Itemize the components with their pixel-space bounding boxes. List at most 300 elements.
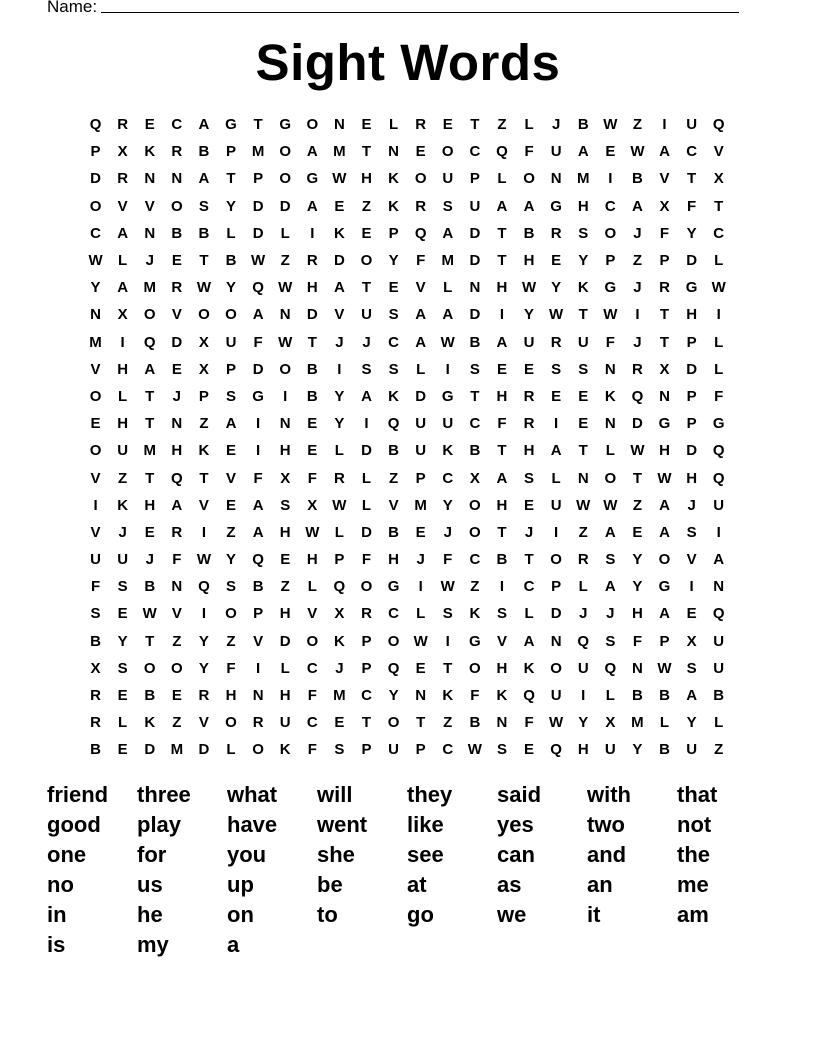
grid-letter[interactable]: D <box>90 170 101 188</box>
grid-letter[interactable]: Z <box>632 252 642 270</box>
grid-letter[interactable]: E <box>551 252 562 270</box>
grid-letter[interactable]: Z <box>172 632 182 650</box>
grid-letter[interactable]: T <box>199 252 209 270</box>
grid-letter[interactable]: P <box>226 360 237 378</box>
grid-letter[interactable]: L <box>388 116 399 134</box>
grid-letter[interactable]: O <box>387 714 400 732</box>
grid-letter[interactable]: B <box>225 252 237 270</box>
grid-letter[interactable]: N <box>415 687 427 705</box>
grid-letter[interactable]: I <box>554 523 559 541</box>
grid-letter[interactable]: K <box>144 714 156 732</box>
grid-letter[interactable]: P <box>334 551 345 569</box>
grid-letter[interactable]: H <box>306 551 318 569</box>
grid-letter[interactable]: E <box>280 551 291 569</box>
grid-letter[interactable]: L <box>118 387 128 405</box>
grid-letter[interactable]: F <box>307 469 317 487</box>
grid-letter[interactable]: P <box>253 170 264 188</box>
grid-letter[interactable]: D <box>469 252 481 270</box>
grid-letter[interactable]: T <box>307 333 317 351</box>
grid-letter[interactable]: G <box>604 279 617 297</box>
grid-letter[interactable]: T <box>497 442 507 460</box>
grid-letter[interactable]: C <box>388 605 399 623</box>
grid-letter[interactable]: Z <box>578 523 588 541</box>
grid-letter[interactable]: B <box>388 442 399 460</box>
grid-letter[interactable]: A <box>306 197 318 215</box>
grid-letter[interactable]: F <box>497 415 507 433</box>
grid-letter[interactable]: X <box>280 469 291 487</box>
grid-letter[interactable]: N <box>632 659 643 677</box>
grid-letter[interactable]: U <box>225 333 237 351</box>
grid-letter[interactable]: R <box>90 687 101 705</box>
grid-letter[interactable]: J <box>416 551 425 569</box>
grid-letter[interactable]: G <box>658 578 671 596</box>
grid-letter[interactable]: W <box>711 279 726 297</box>
grid-letter[interactable]: H <box>496 496 508 514</box>
grid-letter[interactable]: K <box>442 442 454 460</box>
grid-letter[interactable]: A <box>252 523 264 541</box>
grid-letter[interactable]: X <box>90 659 101 677</box>
grid-letter[interactable]: L <box>416 605 426 623</box>
grid-letter[interactable]: I <box>635 306 640 324</box>
grid-letter[interactable]: I <box>554 415 559 433</box>
grid-letter[interactable]: B <box>388 523 399 541</box>
grid-letter[interactable]: Z <box>470 578 480 596</box>
grid-letter[interactable]: Y <box>198 632 209 650</box>
grid-letter[interactable]: I <box>201 605 206 623</box>
grid-letter[interactable]: W <box>332 496 347 514</box>
grid-letter[interactable]: F <box>226 659 236 677</box>
grid-letter[interactable]: I <box>201 523 206 541</box>
grid-letter[interactable]: A <box>604 523 616 541</box>
grid-letter[interactable]: U <box>550 687 562 705</box>
grid-letter[interactable]: T <box>470 387 480 405</box>
grid-letter[interactable]: L <box>714 333 724 351</box>
grid-letter[interactable]: X <box>117 143 128 161</box>
grid-letter[interactable]: U <box>686 741 698 759</box>
grid-letter[interactable]: O <box>252 741 264 759</box>
grid-letter[interactable]: O <box>225 714 237 732</box>
grid-letter[interactable]: S <box>226 578 237 596</box>
grid-letter[interactable]: K <box>144 143 156 161</box>
grid-letter[interactable]: L <box>443 279 453 297</box>
grid-letter[interactable]: S <box>686 523 697 541</box>
grid-letter[interactable]: Q <box>198 578 210 596</box>
grid-letter[interactable]: C <box>713 224 725 242</box>
grid-letter[interactable]: O <box>198 306 210 324</box>
grid-letter[interactable]: W <box>603 116 618 134</box>
grid-letter[interactable]: D <box>252 197 264 215</box>
grid-letter[interactable]: N <box>659 387 670 405</box>
grid-letter[interactable]: E <box>605 143 616 161</box>
grid-letter[interactable]: S <box>388 306 399 324</box>
grid-letter[interactable]: A <box>550 442 562 460</box>
grid-letter[interactable]: P <box>686 387 697 405</box>
grid-letter[interactable]: J <box>606 605 615 623</box>
grid-letter[interactable]: V <box>388 496 399 514</box>
grid-letter[interactable]: H <box>117 360 129 378</box>
grid-letter[interactable]: O <box>306 116 319 134</box>
grid-letter[interactable]: Y <box>686 224 697 242</box>
grid-letter[interactable]: Y <box>90 279 101 297</box>
grid-letter[interactable]: T <box>253 116 263 134</box>
grid-letter[interactable]: O <box>143 306 156 324</box>
grid-letter[interactable]: D <box>306 306 318 324</box>
grid-letter[interactable]: T <box>497 252 507 270</box>
grid-letter[interactable]: B <box>252 578 264 596</box>
grid-letter[interactable]: A <box>659 496 670 514</box>
grid-letter[interactable]: J <box>633 333 642 351</box>
grid-letter[interactable]: B <box>469 442 481 460</box>
grid-letter[interactable]: W <box>440 578 455 596</box>
grid-letter[interactable]: N <box>496 714 508 732</box>
grid-letter[interactable]: L <box>714 714 724 732</box>
grid-letter[interactable]: Y <box>334 387 345 405</box>
grid-letter[interactable]: Y <box>388 252 399 270</box>
grid-letter[interactable]: S <box>442 197 453 215</box>
grid-letter[interactable]: U <box>117 551 129 569</box>
grid-letter[interactable]: J <box>524 523 534 541</box>
grid-letter[interactable]: Z <box>280 578 290 596</box>
grid-letter[interactable]: L <box>524 605 534 623</box>
grid-letter[interactable]: Q <box>712 605 725 623</box>
grid-letter[interactable]: T <box>226 170 236 188</box>
grid-letter[interactable]: G <box>252 387 264 405</box>
grid-letter[interactable]: D <box>279 197 291 215</box>
grid-letter[interactable]: R <box>171 279 183 297</box>
grid-letter[interactable]: E <box>578 415 589 433</box>
grid-letter[interactable]: U <box>442 170 454 188</box>
grid-letter[interactable]: A <box>442 306 454 324</box>
grid-letter[interactable]: F <box>307 741 317 759</box>
grid-letter[interactable]: E <box>334 197 345 215</box>
grid-letter[interactable]: X <box>334 605 345 623</box>
grid-letter[interactable]: W <box>278 279 293 297</box>
grid-letter[interactable]: F <box>172 551 182 569</box>
grid-letter[interactable]: G <box>279 116 292 134</box>
grid-letter[interactable]: Q <box>414 224 427 242</box>
grid-letter[interactable]: T <box>578 306 588 324</box>
grid-letter[interactable]: J <box>362 333 371 351</box>
grid-letter[interactable]: M <box>631 714 644 732</box>
grid-letter[interactable]: I <box>93 496 98 514</box>
grid-letter[interactable]: D <box>686 252 698 270</box>
grid-letter[interactable]: A <box>117 279 129 297</box>
grid-letter[interactable]: P <box>361 632 372 650</box>
grid-letter[interactable]: J <box>551 116 561 134</box>
grid-letter[interactable]: Z <box>118 469 128 487</box>
grid-letter[interactable]: B <box>90 632 101 650</box>
grid-letter[interactable]: G <box>658 415 671 433</box>
grid-letter[interactable]: P <box>90 143 101 161</box>
grid-letter[interactable]: R <box>333 469 345 487</box>
grid-letter[interactable]: I <box>418 578 423 596</box>
grid-letter[interactable]: Y <box>226 197 237 215</box>
grid-letter[interactable]: X <box>469 469 480 487</box>
grid-letter[interactable]: R <box>550 224 562 242</box>
grid-letter[interactable]: V <box>90 523 101 541</box>
grid-letter[interactable]: Y <box>524 306 535 324</box>
grid-letter[interactable]: T <box>714 197 724 215</box>
grid-letter[interactable]: O <box>387 632 400 650</box>
grid-letter[interactable]: A <box>604 578 616 596</box>
grid-letter[interactable]: T <box>361 279 372 297</box>
grid-letter[interactable]: E <box>524 496 535 514</box>
grid-letter[interactable]: S <box>578 224 589 242</box>
grid-letter[interactable]: Z <box>443 714 453 732</box>
grid-letter[interactable]: Y <box>334 415 345 433</box>
grid-letter[interactable]: F <box>90 578 101 596</box>
grid-letter[interactable]: B <box>469 714 481 732</box>
grid-letter[interactable]: R <box>523 415 535 433</box>
grid-letter[interactable]: D <box>361 523 372 541</box>
grid-letter[interactable]: T <box>443 659 453 677</box>
grid-letter[interactable]: K <box>577 279 589 297</box>
grid-letter[interactable]: T <box>470 116 480 134</box>
grid-letter[interactable]: T <box>145 469 155 487</box>
grid-letter[interactable]: B <box>659 741 670 759</box>
grid-letter[interactable]: T <box>687 170 697 188</box>
grid-letter[interactable]: I <box>256 415 261 433</box>
grid-letter[interactable]: F <box>416 252 426 270</box>
grid-letter[interactable]: S <box>496 605 507 623</box>
grid-letter[interactable]: E <box>117 687 128 705</box>
grid-letter[interactable]: B <box>632 687 643 705</box>
grid-letter[interactable]: I <box>310 224 315 242</box>
grid-letter[interactable]: T <box>659 306 670 324</box>
grid-letter[interactable]: R <box>415 116 427 134</box>
grid-letter[interactable]: L <box>226 741 236 759</box>
grid-letter[interactable]: J <box>118 523 127 541</box>
grid-letter[interactable]: R <box>632 360 643 378</box>
grid-letter[interactable]: N <box>550 632 562 650</box>
grid-letter[interactable]: S <box>442 605 453 623</box>
grid-letter[interactable]: W <box>440 333 455 351</box>
grid-letter[interactable]: Y <box>578 252 589 270</box>
grid-letter[interactable]: Z <box>172 714 182 732</box>
grid-letter[interactable]: R <box>659 279 670 297</box>
grid-letter[interactable]: T <box>145 387 155 405</box>
grid-letter[interactable]: O <box>225 306 237 324</box>
grid-letter[interactable]: Y <box>226 551 237 569</box>
grid-letter[interactable]: U <box>577 659 589 677</box>
grid-letter[interactable]: V <box>713 143 724 161</box>
grid-letter[interactable]: E <box>171 360 182 378</box>
grid-letter[interactable]: J <box>579 605 588 623</box>
grid-letter[interactable]: Y <box>442 496 453 514</box>
grid-letter[interactable]: U <box>550 496 562 514</box>
grid-letter[interactable]: B <box>198 224 210 242</box>
grid-letter[interactable]: C <box>171 116 183 134</box>
grid-letter[interactable]: E <box>496 360 507 378</box>
grid-letter[interactable]: E <box>90 415 101 433</box>
grid-letter[interactable]: L <box>226 224 236 242</box>
grid-letter[interactable]: H <box>577 741 589 759</box>
grid-letter[interactable]: P <box>415 741 426 759</box>
grid-letter[interactable]: U <box>117 442 129 460</box>
grid-letter[interactable]: H <box>496 387 508 405</box>
grid-letter[interactable]: A <box>198 116 210 134</box>
grid-letter[interactable]: D <box>144 741 156 759</box>
grid-letter[interactable]: E <box>415 523 426 541</box>
grid-letter[interactable]: U <box>415 442 427 460</box>
grid-letter[interactable]: F <box>470 687 480 705</box>
grid-letter[interactable]: D <box>252 224 264 242</box>
grid-letter[interactable]: E <box>334 714 345 732</box>
grid-letter[interactable]: Q <box>252 551 264 569</box>
grid-letter[interactable]: D <box>686 442 698 460</box>
grid-letter[interactable]: N <box>577 469 589 487</box>
grid-letter[interactable]: S <box>496 741 507 759</box>
grid-letter[interactable]: B <box>632 170 643 188</box>
grid-letter[interactable]: J <box>335 659 344 677</box>
grid-letter[interactable]: L <box>280 659 290 677</box>
grid-letter[interactable]: X <box>198 360 209 378</box>
grid-letter[interactable]: Z <box>714 741 724 759</box>
grid-letter[interactable]: O <box>279 170 292 188</box>
grid-letter[interactable]: M <box>143 442 156 460</box>
grid-letter[interactable]: S <box>280 496 291 514</box>
grid-letter[interactable]: T <box>632 469 642 487</box>
grid-letter[interactable]: C <box>469 551 481 569</box>
grid-letter[interactable]: Y <box>632 551 643 569</box>
grid-letter[interactable]: W <box>630 143 645 161</box>
grid-letter[interactable]: L <box>714 252 724 270</box>
grid-letter[interactable]: H <box>361 170 372 188</box>
grid-letter[interactable]: D <box>550 605 562 623</box>
grid-letter[interactable]: X <box>686 632 697 650</box>
grid-letter[interactable]: K <box>279 741 291 759</box>
grid-letter[interactable]: Y <box>578 714 589 732</box>
grid-letter[interactable]: Q <box>89 116 102 134</box>
grid-letter[interactable]: G <box>469 632 481 650</box>
grid-letter[interactable]: U <box>713 659 725 677</box>
grid-letter[interactable]: N <box>144 170 156 188</box>
grid-letter[interactable]: F <box>524 143 534 161</box>
grid-letter[interactable]: Q <box>550 741 562 759</box>
grid-letter[interactable]: H <box>523 252 535 270</box>
grid-letter[interactable]: F <box>659 224 670 242</box>
grid-letter[interactable]: P <box>253 605 264 623</box>
grid-letter[interactable]: D <box>469 306 481 324</box>
grid-letter[interactable]: W <box>332 170 347 188</box>
grid-letter[interactable]: Q <box>577 632 590 650</box>
grid-letter[interactable]: R <box>415 197 427 215</box>
grid-letter[interactable]: A <box>523 632 535 650</box>
grid-letter[interactable]: W <box>576 496 591 514</box>
grid-letter[interactable]: X <box>117 306 128 324</box>
grid-letter[interactable]: P <box>361 741 372 759</box>
grid-letter[interactable]: R <box>361 605 372 623</box>
grid-letter[interactable]: I <box>445 360 450 378</box>
grid-letter[interactable]: O <box>360 578 373 596</box>
grid-letter[interactable]: O <box>89 197 102 215</box>
grid-letter[interactable]: X <box>198 333 209 351</box>
grid-letter[interactable]: V <box>686 551 697 569</box>
grid-letter[interactable]: B <box>523 224 535 242</box>
grid-letter[interactable]: A <box>523 197 535 215</box>
grid-letter[interactable]: V <box>90 360 101 378</box>
grid-letter[interactable]: V <box>198 496 209 514</box>
grid-letter[interactable]: B <box>306 360 318 378</box>
grid-letter[interactable]: K <box>333 224 345 242</box>
grid-letter[interactable]: T <box>497 523 507 541</box>
grid-letter[interactable]: Y <box>117 632 128 650</box>
grid-letter[interactable]: H <box>279 523 291 541</box>
grid-letter[interactable]: S <box>388 360 399 378</box>
grid-letter[interactable]: O <box>89 387 102 405</box>
grid-letter[interactable]: E <box>388 279 399 297</box>
grid-letter[interactable]: D <box>198 741 210 759</box>
grid-letter[interactable]: B <box>144 687 156 705</box>
grid-letter[interactable]: H <box>279 442 291 460</box>
grid-letter[interactable]: P <box>388 224 399 242</box>
grid-letter[interactable]: G <box>441 387 454 405</box>
grid-letter[interactable]: R <box>171 143 183 161</box>
grid-letter[interactable]: E <box>442 116 453 134</box>
grid-letter[interactable]: Q <box>712 469 725 487</box>
grid-letter[interactable]: F <box>524 714 534 732</box>
grid-letter[interactable]: O <box>658 551 671 569</box>
grid-letter[interactable]: X <box>659 360 670 378</box>
grid-letter[interactable]: M <box>441 252 455 270</box>
grid-letter[interactable]: W <box>521 279 537 297</box>
grid-letter[interactable]: W <box>88 252 103 270</box>
grid-letter[interactable]: D <box>686 360 698 378</box>
grid-letter[interactable]: C <box>306 659 318 677</box>
grid-letter[interactable]: S <box>578 360 589 378</box>
grid-letter[interactable]: O <box>604 224 617 242</box>
grid-letter[interactable]: A <box>225 415 237 433</box>
grid-letter[interactable]: Z <box>388 469 399 487</box>
grid-letter[interactable]: S <box>551 360 562 378</box>
grid-letter[interactable]: Y <box>388 687 399 705</box>
grid-letter[interactable]: L <box>605 442 615 460</box>
grid-letter[interactable]: E <box>117 741 128 759</box>
grid-letter[interactable]: G <box>306 170 319 188</box>
grid-letter[interactable]: S <box>117 578 128 596</box>
grid-letter[interactable]: W <box>142 605 157 623</box>
grid-letter[interactable]: L <box>551 469 561 487</box>
grid-letter[interactable]: N <box>171 170 183 188</box>
grid-letter[interactable]: T <box>199 469 209 487</box>
grid-letter[interactable]: C <box>361 687 372 705</box>
grid-letter[interactable]: K <box>333 632 345 650</box>
grid-letter[interactable]: I <box>581 687 586 705</box>
grid-letter[interactable]: O <box>170 197 183 215</box>
grid-letter[interactable]: Z <box>632 116 642 134</box>
grid-letter[interactable]: I <box>364 415 369 433</box>
grid-letter[interactable]: J <box>172 387 181 405</box>
grid-letter[interactable]: D <box>469 224 481 242</box>
grid-letter[interactable]: L <box>334 442 344 460</box>
grid-letter[interactable]: B <box>144 578 156 596</box>
grid-letter[interactable]: A <box>659 605 670 623</box>
grid-letter[interactable]: B <box>306 387 318 405</box>
grid-letter[interactable]: U <box>415 415 427 433</box>
grid-letter[interactable]: U <box>713 632 725 650</box>
grid-letter[interactable]: Z <box>226 632 236 650</box>
grid-letter[interactable]: U <box>90 551 101 569</box>
grid-letter[interactable]: J <box>145 551 154 569</box>
grid-letter[interactable]: P <box>686 333 697 351</box>
grid-letter[interactable]: E <box>226 496 237 514</box>
grid-letter[interactable]: F <box>632 632 642 650</box>
grid-letter[interactable]: P <box>361 659 372 677</box>
grid-letter[interactable]: H <box>279 605 291 623</box>
grid-letter[interactable]: O <box>523 170 535 188</box>
grid-letter[interactable]: B <box>713 687 725 705</box>
grid-letter[interactable]: I <box>689 578 694 596</box>
